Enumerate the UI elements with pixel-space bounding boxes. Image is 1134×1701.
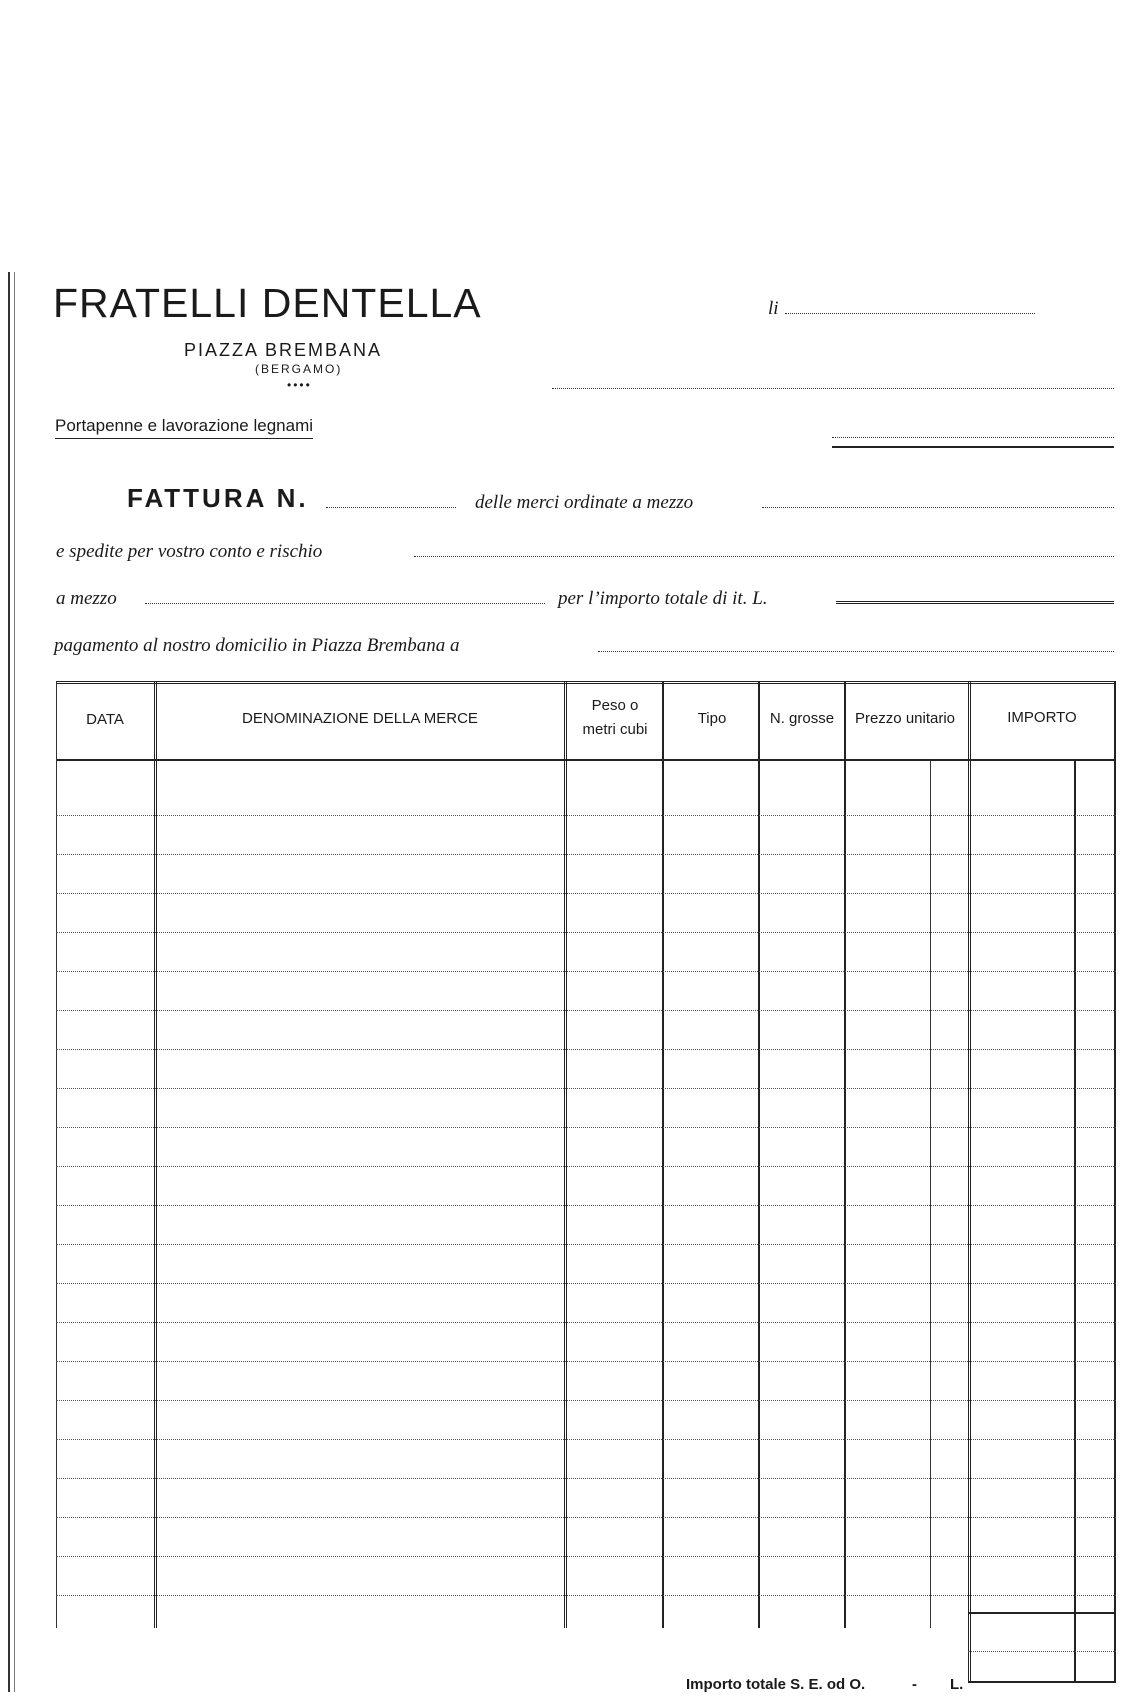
table-row <box>56 1322 1116 1323</box>
shipped-label: e spedite per vostro conto e rischio <box>56 541 323 562</box>
table-row <box>56 1244 1116 1245</box>
col-line-left <box>56 681 57 1628</box>
col-line-5b <box>930 759 931 1628</box>
table-row <box>56 1478 1116 1479</box>
col-header-peso-1: Peso o <box>591 697 639 714</box>
col-line-4 <box>758 681 760 1628</box>
shipped-field[interactable] <box>414 556 1114 557</box>
table-row <box>56 1049 1116 1050</box>
total-currency: L. <box>950 1676 964 1693</box>
company-name: FRATELLI DENTELLA <box>53 280 482 326</box>
total-amount-field[interactable] <box>836 601 1114 604</box>
col-line-6b <box>1074 759 1076 1681</box>
table-row <box>56 1205 1116 1206</box>
company-province: (BERGAMO) <box>255 362 343 376</box>
col-header-data: DATA <box>86 711 124 728</box>
table-row <box>56 1595 1116 1596</box>
table-row <box>56 893 1116 894</box>
date-field[interactable] <box>785 313 1035 314</box>
col-header-peso-2: metri cubi <box>582 721 648 738</box>
left-binding-strip <box>8 272 15 1692</box>
table-row <box>56 1400 1116 1401</box>
table-row <box>56 1556 1116 1557</box>
invoice-number-field[interactable] <box>326 507 456 508</box>
invoice-table <box>56 681 1116 1628</box>
payment-label: pagamento al nostro domicilio in Piazza Brembana a <box>54 635 460 656</box>
invoice-title: FATTURA N. <box>127 483 309 513</box>
col-line-3 <box>662 681 664 1628</box>
recipient-underline <box>832 446 1114 448</box>
col-header-n-grosse: N. grosse <box>769 710 835 727</box>
total-box-top <box>968 1612 1116 1614</box>
col-line-6 <box>968 681 971 1681</box>
table-top-border <box>56 681 1116 684</box>
col-header-prezzo: Prezzo unitario <box>854 710 956 727</box>
col-header-tipo: Tipo <box>697 710 727 727</box>
total-box-line <box>968 1651 1116 1652</box>
table-row <box>56 1439 1116 1440</box>
table-row <box>56 1283 1116 1284</box>
date-prefix: li <box>768 298 779 319</box>
company-town: PIAZZA BREMBANA <box>184 340 383 360</box>
total-amount-label: per l’importo totale di it. L. <box>558 588 768 609</box>
table-row <box>56 815 1116 816</box>
table-row <box>56 1010 1116 1011</box>
ordered-by-label: delle merci ordinate a mezzo <box>475 492 694 513</box>
recipient-line-2[interactable] <box>832 437 1114 438</box>
table-row <box>56 854 1116 855</box>
table-row <box>56 1517 1116 1518</box>
col-line-2 <box>564 681 567 1628</box>
table-row <box>56 1127 1116 1128</box>
company-activity: Portapenne e lavorazione legnami <box>55 416 313 439</box>
col-line-1 <box>154 681 157 1628</box>
hyphen-mark: - <box>912 1676 917 1693</box>
total-label: Importo totale S. E. od O. <box>686 1676 866 1693</box>
payment-field[interactable] <box>598 651 1114 652</box>
total-box-bottom <box>968 1681 1116 1683</box>
table-header-border <box>56 759 1116 761</box>
via-label: a mezzo <box>56 588 117 609</box>
col-header-denominazione: DENOMINAZIONE DELLA MERCE <box>242 710 478 727</box>
recipient-line-1[interactable] <box>552 388 1114 389</box>
table-row <box>56 1361 1116 1362</box>
col-header-importo: IMPORTO <box>1007 709 1077 726</box>
table-row <box>56 1088 1116 1089</box>
col-line-right <box>1114 681 1116 1681</box>
table-row <box>56 932 1116 933</box>
via-field[interactable] <box>145 603 545 604</box>
table-row <box>56 971 1116 972</box>
table-row <box>56 1166 1116 1167</box>
col-line-5 <box>844 681 846 1628</box>
ornament: •••• <box>287 378 312 392</box>
ordered-by-field[interactable] <box>762 507 1114 508</box>
